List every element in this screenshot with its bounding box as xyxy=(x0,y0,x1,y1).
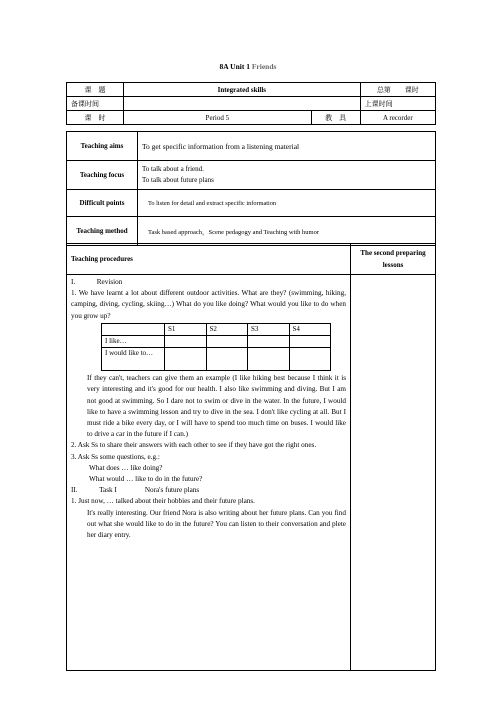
aids-label: 教 具 xyxy=(311,111,360,125)
survey-col-s4: S4 xyxy=(289,323,331,335)
survey-cell xyxy=(248,336,290,348)
survey-cell xyxy=(206,336,248,348)
survey-col-s3: S3 xyxy=(248,323,290,335)
survey-cell xyxy=(165,336,207,348)
example-question-1: What does … like doing? xyxy=(89,463,163,472)
header-row-dates xyxy=(67,97,436,111)
focus-row xyxy=(67,161,436,190)
example-question-2: What would … like to do in the future? xyxy=(89,475,203,484)
aims-row xyxy=(67,132,436,161)
procedures-content xyxy=(67,275,351,671)
aims-label: Teaching aims xyxy=(67,132,138,161)
lesson-header-table xyxy=(66,82,436,125)
focus-item-1: To talk about a friend. xyxy=(142,165,204,173)
difficult-row xyxy=(67,190,436,217)
difficult-value: To listen for detail and extract specific information xyxy=(138,190,436,217)
survey-col-s2: S2 xyxy=(206,323,248,335)
focus-item-2: To talk about future plans xyxy=(142,176,214,184)
aids-value: A recorder xyxy=(360,111,435,125)
task-heading xyxy=(71,485,346,496)
procedures-table xyxy=(66,243,436,671)
survey-header-row xyxy=(102,323,331,335)
prep-time-label: 备课时间 xyxy=(67,97,124,111)
procedures-header-row xyxy=(67,244,436,275)
revision-step-1: 1. We have learnt a lot about different outdoor activities. What are they? (swimming, hiking, camping, diving, cycling, skiing…) What do you like doing? What would you like to do when you grow up? xyxy=(71,289,346,320)
method-label: Teaching method xyxy=(67,217,138,246)
survey-row-would-like xyxy=(102,348,331,371)
survey-col-s1: S1 xyxy=(165,323,207,335)
aims-value: To get specific information from a listening material xyxy=(138,132,436,161)
focus-label: Teaching focus xyxy=(67,161,138,190)
header-row-period xyxy=(67,111,436,125)
difficult-label: Difficult points xyxy=(67,190,138,217)
second-preparing-header: The second preparing lessons xyxy=(351,244,436,275)
revision-heading: I. Revision xyxy=(71,278,123,286)
procedures-body-row xyxy=(67,275,436,671)
task-step-1: 1. Just now, … talked about their hobbies and their future plans. xyxy=(71,497,255,506)
period-value: Period 5 xyxy=(124,111,312,125)
procedures-header: Teaching procedures xyxy=(67,244,351,275)
period-label: 课 时 xyxy=(67,111,124,125)
task-step-1-continued: It's really interesting. Our friend Nora is also writing about her future plans. Can you find out what she would like to do in the future? You can listen to their conversation and plete her diary entry. xyxy=(87,508,346,540)
survey-table xyxy=(101,323,331,371)
title-accent: Friends xyxy=(251,62,277,71)
lesson-info-table xyxy=(66,131,436,246)
header-row-subject xyxy=(67,83,436,97)
survey-row-like xyxy=(102,336,331,348)
task-heading-number: II. Task I xyxy=(71,486,117,495)
subject-value: Integrated skills xyxy=(124,83,361,97)
survey-cell xyxy=(248,348,290,371)
survey-row-label: I like… xyxy=(102,336,165,348)
second-preparing-notes xyxy=(351,275,436,671)
survey-corner xyxy=(102,323,165,335)
subject-label: 课 题 xyxy=(67,83,124,97)
survey-cell xyxy=(289,348,331,371)
example-paragraph: If they can't, teachers can give them an example (I like hiking best because I think it is very interesting and it's good for our health. I also like swimming and diving. But I am not good at swimming. So I dare not to swim or dive in the water. In the future, I would like to have a swimming lesson and try to dive in the sea. I don't like cycling at all. But I must ride a bike every day, or I will have to spend too much time on buses. I would like to drive a car in the future if I can.) xyxy=(87,374,346,439)
survey-cell xyxy=(289,336,331,348)
revision-step-3: 3. Ask Ss some questions, e.g.: xyxy=(71,452,160,461)
survey-cell xyxy=(165,348,207,371)
survey-cell xyxy=(206,348,248,371)
method-row xyxy=(67,217,436,246)
task-heading-title: Nora's future plans xyxy=(144,486,200,495)
title-main: 8A Unit 1 xyxy=(219,62,250,71)
prep-time-value xyxy=(124,97,361,111)
revision-step-2: 2. Ask Ss to share their answers with each other to see if they have got the right ones. xyxy=(71,441,317,450)
survey-row-label: I would like to… xyxy=(102,348,165,371)
total-periods: 总第 课时 xyxy=(360,83,435,97)
document-title xyxy=(0,62,496,71)
class-time-label: 上课时间 xyxy=(360,97,435,111)
method-value: Task based approach，Scene pedagogy and Teaching with humor xyxy=(138,217,436,246)
focus-value xyxy=(138,161,436,190)
